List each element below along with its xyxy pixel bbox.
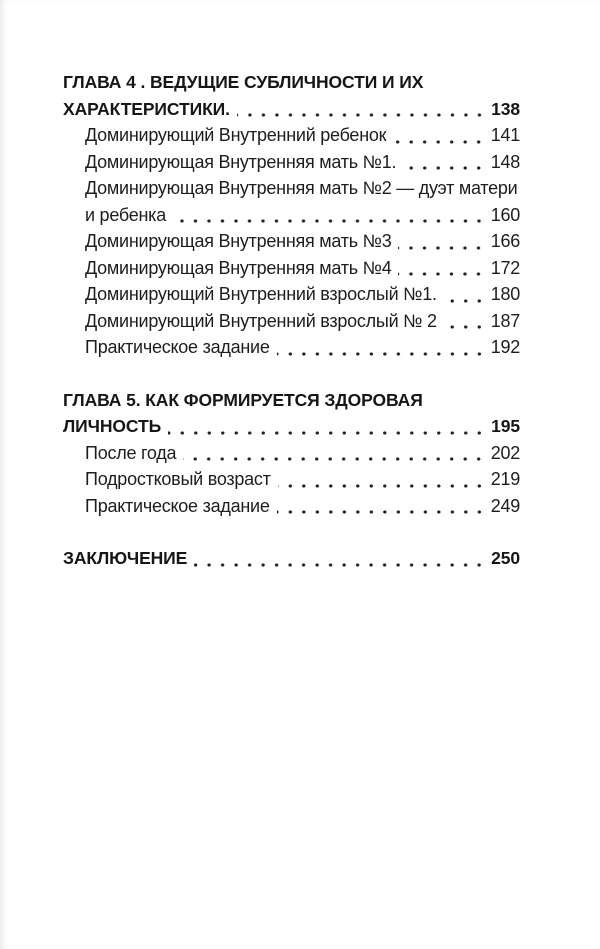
toc-page-number: 250 [491, 548, 520, 568]
dot-leader [194, 545, 488, 572]
toc-page-number: 249 [490, 495, 520, 516]
toc-row [63, 466, 520, 493]
toc-page-number: 219 [490, 469, 520, 489]
dot-leader [173, 202, 488, 229]
dot-leader [183, 440, 487, 467]
toc-row-conclusion [63, 545, 520, 572]
toc-page-number: 202 [490, 442, 520, 463]
toc-page-number: 141 [490, 125, 520, 145]
toc-entry-label: Доминирующая Внутренняя мать №4 [85, 257, 392, 278]
toc-page-number: 166 [490, 231, 520, 251]
dot-leader [277, 493, 488, 520]
toc-entry-label: и ребенка [85, 204, 166, 225]
toc-row-wrapped-line1 [63, 175, 520, 202]
dot-leader [277, 334, 488, 361]
toc-row [63, 440, 520, 467]
toc-chapter-title: ГЛАВА 4 . ВЕДУЩИЕ СУБЛИЧНОСТИ И ИХ [63, 72, 424, 92]
toc-row [63, 228, 520, 255]
toc-chapter-title: ГЛАВА 5. КАК ФОРМИРУЕТСЯ ЗДОРОВАЯ [63, 389, 423, 410]
dot-leader [398, 255, 487, 282]
toc-entry-label: После года [85, 442, 177, 463]
toc-row [63, 255, 520, 282]
toc-page-number: 138 [491, 98, 520, 119]
dot-leader [237, 96, 488, 123]
toc-page-number: 195 [491, 416, 520, 436]
toc-chapter-title: ЗАКЛЮЧЕНИЕ [63, 548, 188, 568]
toc-row-chapter4-line2 [63, 96, 520, 123]
dot-leader [403, 149, 487, 176]
toc-page-number: 192 [490, 337, 520, 357]
toc-entry-label: Доминирующий Внутренний ребенок [85, 125, 387, 145]
toc-row [63, 122, 520, 149]
toc-row [63, 281, 520, 308]
dot-leader [393, 122, 487, 149]
dot-leader [168, 413, 488, 440]
toc-chapter-title: ХАРАКТЕРИСТИКИ. [63, 98, 230, 119]
dot-leader [444, 281, 488, 308]
toc-entry-label: Практическое задание [85, 337, 270, 357]
toc-entry-label: Доминирующая Внутренняя мать №2 — дуэт матери [85, 178, 518, 198]
toc-chapter-title: ЛИЧНОСТЬ [63, 416, 162, 436]
toc-page-number: 160 [490, 204, 520, 225]
toc-entry-label: Подростковый возраст [85, 469, 271, 489]
toc-row [63, 308, 520, 335]
toc-row [63, 493, 520, 520]
toc-row-chapter5-line2 [63, 413, 520, 440]
toc-page-number: 180 [490, 284, 520, 304]
toc-entry-label: Практическое задание [85, 495, 270, 516]
toc-entry-label: Доминирующий Внутренний взрослый №1. [85, 284, 437, 304]
toc-row [63, 334, 520, 361]
toc-page-number: 148 [490, 151, 520, 172]
toc-row [63, 149, 520, 176]
dot-leader [444, 308, 488, 335]
dot-leader [278, 466, 488, 493]
toc-entry-label: Доминирующая Внутренняя мать №3 [85, 231, 392, 251]
toc-page-number: 187 [490, 310, 520, 331]
toc-row-chapter5-line1 [63, 387, 520, 414]
toc-page-number: 172 [490, 257, 520, 278]
toc-entry-label: Доминирующий Внутренний взрослый № 2 [85, 310, 437, 331]
toc-row-wrapped-line2 [63, 202, 520, 229]
toc-row-chapter4-line1 [63, 69, 520, 96]
dot-leader [398, 228, 487, 255]
toc-entry-label: Доминирующая Внутренняя мать №1. [85, 151, 397, 172]
